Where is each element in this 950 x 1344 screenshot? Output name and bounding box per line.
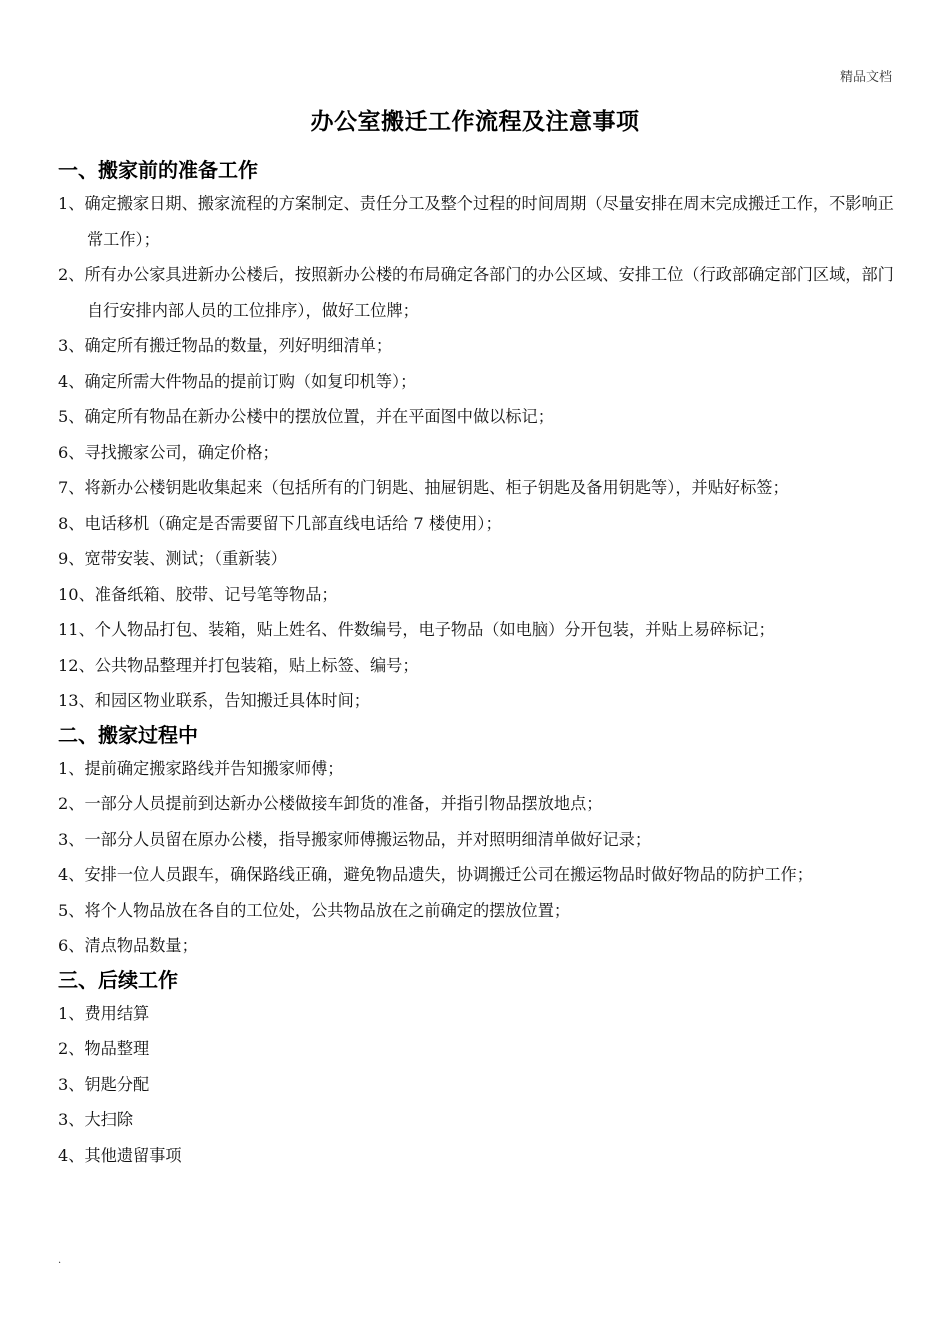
section-heading: 二、搬家过程中 — [58, 722, 198, 747]
section-moving-process — [58, 719, 894, 964]
section-heading: 一、搬家前的准备工作 — [58, 158, 258, 182]
list-item: 1、确定搬家日期、搬家流程的方案制定、责任分工及整个过程的时间周期（尽量安排在周末完成搬迁工作，不影响正常工作）； — [58, 194, 894, 249]
list-item: 3、钥匙分配 — [58, 1074, 150, 1094]
section-preparation — [58, 154, 894, 719]
preparation-list — [58, 186, 894, 719]
list-item: 2、所有办公家具进新办公楼后，按照新办公楼的布局确定各部门的办公区域、安排工位（行政部确定部门区域，部门自行安排内部人员的工位排序），做好工位牌； — [58, 265, 894, 320]
footer-mark: . — [58, 1255, 62, 1266]
list-item: 3、确定所有搬迁物品的数量，列好明细清单； — [58, 336, 393, 355]
list-item: 4、其他遗留事项 — [58, 1145, 182, 1165]
document-body — [58, 154, 894, 1173]
section-heading: 三、后续工作 — [58, 967, 178, 992]
list-item: 1、费用结算 — [58, 1003, 150, 1023]
moving-process-list — [58, 751, 894, 964]
list-item: 5、将个人物品放在各自的工位处，公共物品放在之前确定的摆放位置； — [58, 900, 571, 920]
list-item: 5、确定所有物品在新办公楼中的摆放位置，并在平面图中做以标记； — [58, 407, 554, 426]
header-note: 精品文档 — [839, 70, 892, 85]
follow-up-list — [58, 996, 894, 1174]
list-item: 2、一部分人员提前到达新办公楼做接车卸货的准备，并指引物品摆放地点； — [58, 794, 603, 813]
list-item: 13、和园区物业联系，告知搬迁具体时间； — [58, 691, 370, 710]
section-follow-up — [58, 964, 894, 1174]
list-item: 10、准备纸箱、胶带、记号笔等物品； — [58, 584, 338, 604]
list-item: 1、提前确定搬家路线并告知搬家师傅； — [58, 758, 344, 778]
list-item: 4、确定所需大件物品的提前订购（如复印机等）； — [58, 371, 417, 391]
list-item: 7、将新办公楼钥匙收集起来（包括所有的门钥匙、抽屉钥匙、柜子钥匙及备用钥匙等），并贴好标签； — [58, 478, 789, 497]
list-item: 6、寻找搬家公司，确定价格； — [58, 442, 279, 462]
list-item: 2、物品整理 — [58, 1039, 150, 1058]
document-title: 办公室搬迁工作流程及注意事项 — [310, 108, 640, 135]
list-item: 3、一部分人员留在原办公楼，指导搬家师傅搬运物品，并对照明细清单做好记录； — [58, 829, 652, 849]
list-item: 8、电话移机（确定是否需要留下几部直线电话给 7 楼使用）； — [58, 513, 502, 533]
list-item: 3、大扫除 — [58, 1110, 134, 1129]
list-item: 9、宽带安装、测试；（重新装） — [58, 549, 287, 568]
list-item: 11、个人物品打包、装箱，贴上姓名、件数编号，电子物品（如电脑）分开包装，并贴上易碎标记； — [58, 620, 775, 639]
list-item: 6、清点物品数量； — [58, 936, 198, 955]
list-item: 4、安排一位人员跟车，确保路线正确，避免物品遗失，协调搬迁公司在搬运物品时做好物品的防护工作； — [58, 865, 813, 884]
list-item: 12、公共物品整理并打包装箱，贴上标签、编号； — [58, 655, 419, 675]
